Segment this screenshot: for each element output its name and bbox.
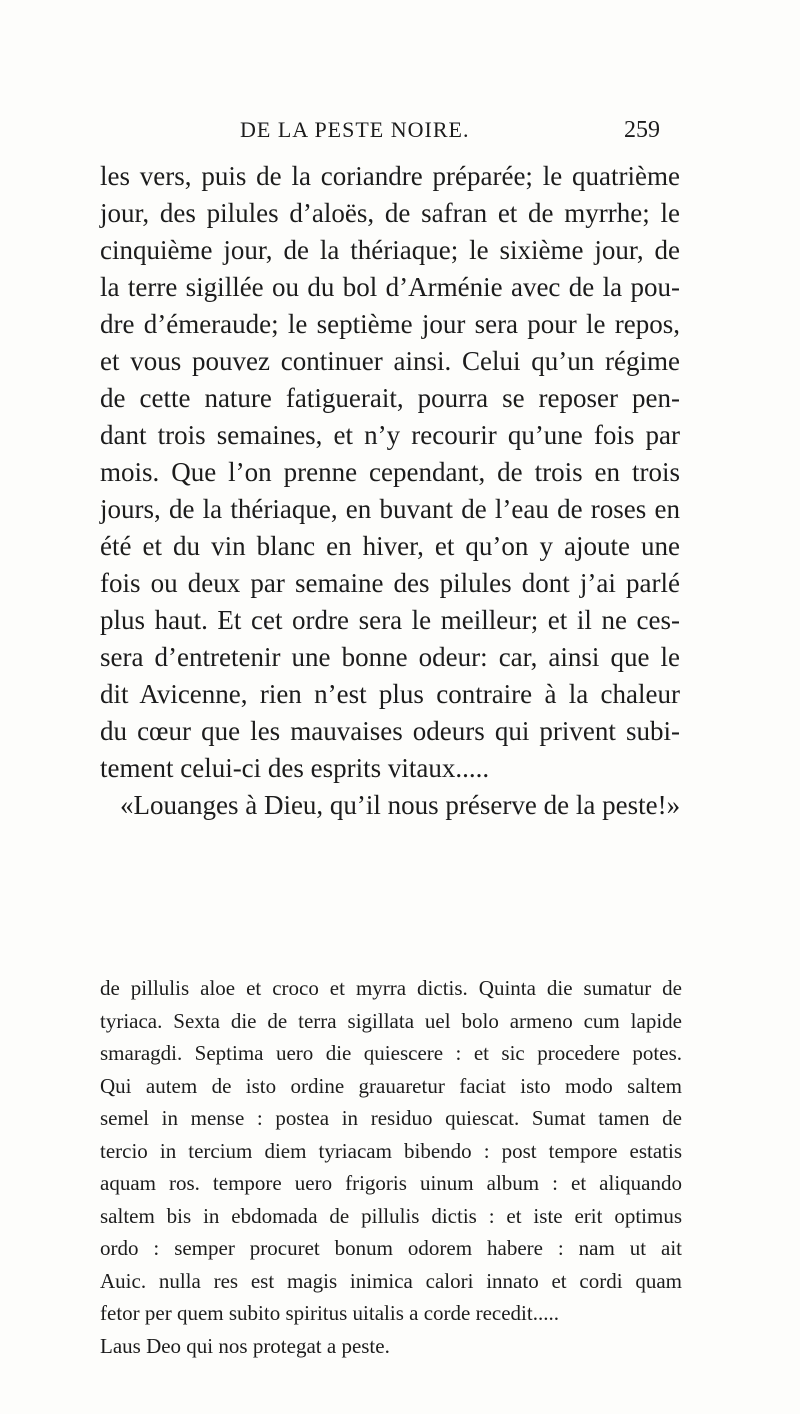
- latin-line: Laus Deo qui nos protegat a peste.: [100, 1333, 390, 1358]
- latin-line: semel in mense : postea in residuo quiescat. Sumat tamen de: [100, 1106, 682, 1130]
- text-line: du cœur que les mauvaises odeurs qui privent subi-: [100, 716, 680, 746]
- text-line: jours, de la thériaque, en buvant de l’eau de roses en: [100, 494, 680, 524]
- text-line: dre d’émeraude; le septième jour sera pour le repos,: [100, 309, 680, 339]
- latin-original-paragraph: [100, 972, 682, 1362]
- text-line: la terre sigillée ou du bol d’Arménie avec de la pou-: [100, 272, 680, 302]
- text-line: cinquième jour, de la thériaque; le sixième jour, de: [100, 235, 680, 265]
- latin-line: saltem bis in ebdomada de pillulis dictis : et iste erit optimus: [100, 1203, 682, 1228]
- french-translation-paragraph: [100, 158, 680, 824]
- text-line: et vous pouvez continuer ainsi. Celui qu’un régime: [100, 346, 680, 376]
- latin-line: tyriaca. Sexta die de terra sigillata uel bolo armeno cum lapide: [100, 1008, 682, 1033]
- running-title: DE LA PESTE NOIRE.: [240, 117, 470, 142]
- text-line: plus haut. Et cet ordre sera le meilleur; et il ne ces-: [100, 605, 680, 635]
- text-line: mois. Que l’on prenne cependant, de trois en trois: [100, 457, 680, 487]
- latin-line: smaragdi. Septima uero die quiescere : et sic procedere potes.: [100, 1041, 682, 1065]
- text-line: jour, des pilules d’aloës, de safran et de myrrhe; le: [100, 198, 680, 228]
- page-number: 259: [624, 117, 660, 143]
- latin-line: fetor per quem subito spiritus uitalis a corde recedit.....: [100, 1301, 559, 1325]
- text-line: sera d’entretenir une bonne odeur: car, ainsi que le: [100, 642, 680, 672]
- latin-line: Auic. nulla res est magis inimica calori innato et cordi quam: [100, 1268, 682, 1293]
- closing-quote-line: «Louanges à Dieu, qu’il nous préserve de la peste!»: [120, 790, 681, 820]
- latin-line: ordo : semper procuret bonum odorem habere : nam ut ait: [100, 1236, 682, 1260]
- text-line: tement celui-ci des esprits vitaux.....: [100, 753, 490, 783]
- text-line: été et du vin blanc en hiver, et qu’on y ajoute une: [100, 531, 680, 561]
- page-header: [240, 117, 660, 147]
- latin-line: Qui autem de isto ordine grauaretur faciat isto modo saltem: [100, 1073, 682, 1098]
- text-line: les vers, puis de la coriandre préparée; le quatrième: [100, 161, 680, 191]
- text-line: dit Avicenne, rien n’est plus contraire à la chaleur: [100, 679, 680, 709]
- text-line: fois ou deux par semaine des pilules dont j’ai parlé: [100, 568, 680, 598]
- latin-line: aquam ros. tempore uero frigoris uinum album : et aliquando: [100, 1171, 682, 1195]
- text-line: dant trois semaines, et n’y recourir qu’une fois par: [100, 420, 680, 450]
- latin-line: de pillulis aloe et croco et myrra dictis. Quinta die sumatur de: [100, 976, 682, 1000]
- text-line: de cette nature fatiguerait, pourra se reposer pen-: [100, 383, 680, 413]
- latin-line: tercio in tercium diem tyriacam bibendo : post tempore estatis: [100, 1138, 682, 1163]
